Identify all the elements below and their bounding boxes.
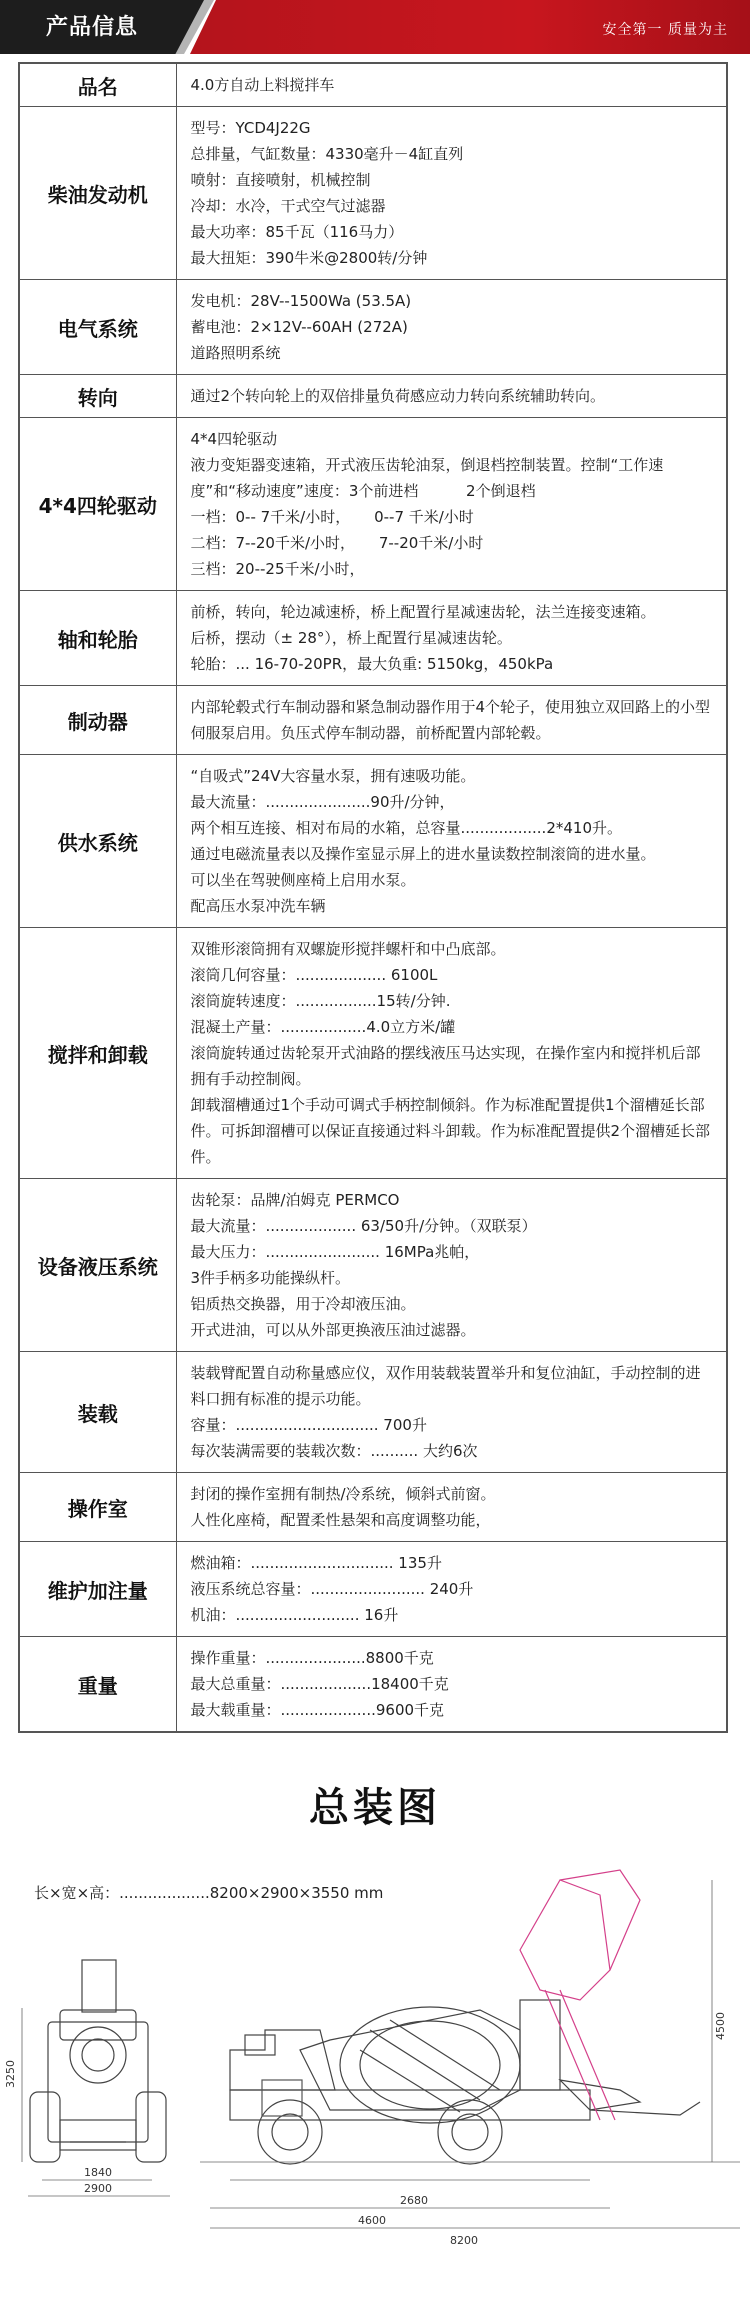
spec-line: 每次装满需要的装载次数：.......... 大约6次 bbox=[190, 1442, 478, 1460]
dim-total-length: 8200 bbox=[450, 2234, 478, 2247]
dim-wheelbase: 2680 bbox=[400, 2194, 428, 2207]
spec-line: 冷却：水冷，干式空气过滤器 bbox=[190, 197, 386, 215]
overall-dimensions: 长×宽×高：...................8200×2900×3550 mm bbox=[34, 1884, 384, 1902]
spec-row bbox=[19, 63, 727, 107]
spec-line: 4.0方自动上料搅拌车 bbox=[190, 76, 335, 94]
spec-line: 前桥，转向，轮边减速桥，桥上配置行星减速齿轮，法兰连接变速箱。 bbox=[190, 603, 656, 621]
spec-line: 轮胎：... 16-70-20PR，最大负重: 5150kg，450kPa bbox=[190, 655, 554, 673]
spec-line: 3件手柄多功能操纵杆。 bbox=[190, 1269, 351, 1287]
spec-label: 设备液压系统 bbox=[19, 1179, 176, 1352]
spec-row bbox=[19, 418, 727, 591]
spec-line: “自吸式”24V大容量水泵，拥有速吸功能。 bbox=[190, 767, 476, 785]
assembly-title: 总装图 bbox=[309, 1785, 441, 1831]
spec-line: 齿轮泵：品牌/泊姆克 PERMCO bbox=[190, 1191, 400, 1209]
assembly-drawing bbox=[0, 1840, 750, 2300]
spec-line: 液力变矩器变速箱，开式液压齿轮油泵，倒退档控制装置。控制“工作速度”和“移动速度”速度：3个前进档 2个倒退档 bbox=[190, 456, 664, 500]
spec-content bbox=[176, 1542, 727, 1637]
spec-line: 开式进油，可以从外部更换液压油过滤器。 bbox=[190, 1321, 476, 1339]
spec-line: 机油：.......................... 16升 bbox=[190, 1606, 399, 1624]
spec-row bbox=[19, 1473, 727, 1542]
spec-label: 搅拌和卸载 bbox=[19, 928, 176, 1179]
spec-line: 滚筒旋转通过齿轮泵开式油路的摆线液压马达实现，在操作室内和搅拌机后部拥有手动控制阀。 bbox=[190, 1044, 701, 1088]
spec-line: 通过电磁流量表以及操作室显示屏上的进水量读数控制滚筒的进水量。 bbox=[190, 845, 656, 863]
front-view bbox=[30, 1960, 166, 2162]
dim-axle-length: 4600 bbox=[358, 2214, 386, 2227]
spec-line: 发电机：28V--1500Wa (53.5A) bbox=[190, 292, 412, 310]
header-title: 产品信息 bbox=[46, 15, 139, 40]
spec-label: 重量 bbox=[19, 1637, 176, 1733]
spec-line: 型号：YCD4J22G bbox=[190, 119, 311, 137]
spec-label: 转向 bbox=[19, 375, 176, 418]
spec-label: 柴油发动机 bbox=[19, 107, 176, 280]
spec-line: 总排量，气缸数量：4330毫升－4缸直列 bbox=[190, 145, 464, 163]
dim-total-height: 4500 bbox=[714, 2012, 727, 2040]
spec-content bbox=[176, 418, 727, 591]
spec-line: 4*4四轮驱动 bbox=[190, 430, 278, 448]
spec-line: 装载臂配置自动称量感应仪，双作用装载装置举升和复位油缸，手动控制的进料口拥有标准的提示功能。 bbox=[190, 1364, 701, 1408]
spec-row bbox=[19, 375, 727, 418]
spec-label: 4*4四轮驱动 bbox=[19, 418, 176, 591]
loading-arm-outline bbox=[520, 1870, 640, 2120]
spec-content bbox=[176, 1637, 727, 1733]
spec-row bbox=[19, 928, 727, 1179]
spec-content bbox=[176, 755, 727, 928]
spec-line: 二档：7--20千米/小时， 7--20千米/小时 bbox=[190, 534, 484, 552]
mixer-truck-drawing bbox=[0, 1840, 750, 2300]
spec-line: 燃油箱：.............................. 135升 bbox=[190, 1554, 442, 1572]
spec-line: 喷射：直接喷射，机械控制 bbox=[190, 171, 371, 189]
spec-row bbox=[19, 755, 727, 928]
section-header bbox=[0, 0, 750, 54]
spec-content bbox=[176, 591, 727, 686]
spec-label: 制动器 bbox=[19, 686, 176, 755]
spec-line: 可以坐在驾驶侧座椅上启用水泵。 bbox=[190, 871, 416, 889]
dim-track-width: 1840 bbox=[84, 2166, 112, 2179]
header-slogan: 安全第一 质量为主 bbox=[602, 22, 728, 38]
spec-content bbox=[176, 375, 727, 418]
dim-total-width: 2900 bbox=[84, 2182, 112, 2195]
spec-line: 卸载溜槽通过1个手动可调式手柄控制倾斜。作为标准配置提供1个溜槽延长部件。可拆卸溜槽可以保证直接通过料斗卸载。作为标准配置提供2个溜槽延长部件。 bbox=[190, 1096, 711, 1166]
dim-front-height: 3250 bbox=[4, 2060, 17, 2088]
spec-line: 滚筒旋转速度：.................15转/分钟. bbox=[190, 992, 451, 1010]
spec-line: 一档：0-- 7千米/小时， 0--7 千米/小时 bbox=[190, 508, 474, 526]
spec-line: 铝质热交换器，用于冷却液压油。 bbox=[190, 1295, 416, 1313]
spec-label: 操作室 bbox=[19, 1473, 176, 1542]
spec-row bbox=[19, 591, 727, 686]
spec-line: 最大扭矩：390牛米@2800转/分钟 bbox=[190, 249, 428, 267]
spec-line: 混凝土产量：..................4.0立方米/罐 bbox=[190, 1018, 456, 1036]
spec-line: 道路照明系统 bbox=[190, 344, 281, 362]
spec-line: 最大流量：................... 63/50升/分钟。（双联泵） bbox=[190, 1217, 537, 1235]
spec-content bbox=[176, 1179, 727, 1352]
spec-content bbox=[176, 1473, 727, 1542]
spec-line: 液压系统总容量：........................ 240升 bbox=[190, 1580, 474, 1598]
spec-content bbox=[176, 928, 727, 1179]
spec-row bbox=[19, 1637, 727, 1733]
spec-line: 三档：20--25千米/小时， bbox=[190, 560, 365, 578]
spec-label: 供水系统 bbox=[19, 755, 176, 928]
spec-label: 维护加注量 bbox=[19, 1542, 176, 1637]
spec-line: 封闭的操作室拥有制热/冷系统，倾斜式前窗。 bbox=[190, 1485, 496, 1503]
spec-label: 电气系统 bbox=[19, 280, 176, 375]
spec-content bbox=[176, 63, 727, 107]
spec-label: 装载 bbox=[19, 1352, 176, 1473]
spec-line: 通过2个转向轮上的双倍排量负荷感应动力转向系统辅助转向。 bbox=[190, 387, 606, 405]
spec-row bbox=[19, 280, 727, 375]
spec-row bbox=[19, 1542, 727, 1637]
spec-table bbox=[18, 62, 728, 1733]
spec-row bbox=[19, 107, 727, 280]
spec-content bbox=[176, 107, 727, 280]
spec-content bbox=[176, 1352, 727, 1473]
spec-line: 后桥，摆动（± 28°），桥上配置行星减速齿轮。 bbox=[190, 629, 512, 647]
spec-line: 两个相互连接、相对布局的水箱，总容量..................2*410升。 bbox=[190, 819, 623, 837]
spec-row bbox=[19, 1352, 727, 1473]
spec-line: 最大压力：........................ 16MPa兆帕， bbox=[190, 1243, 480, 1261]
spec-line: 容量：.............................. 700升 bbox=[190, 1416, 427, 1434]
spec-line: 操作重量：.....................8800千克 bbox=[190, 1649, 434, 1667]
spec-line: 蓄电池：2×12V--60AH (272A) bbox=[190, 318, 408, 336]
spec-line: 滚筒几何容量：................... 6100L bbox=[190, 966, 438, 984]
spec-label: 品名 bbox=[19, 63, 176, 107]
spec-content bbox=[176, 280, 727, 375]
spec-content bbox=[176, 686, 727, 755]
spec-line: 人性化座椅，配置柔性悬架和高度调整功能， bbox=[190, 1511, 491, 1529]
spec-line: 配高压水泵冲洗车辆 bbox=[190, 897, 326, 915]
spec-label: 轴和轮胎 bbox=[19, 591, 176, 686]
spec-row bbox=[19, 1179, 727, 1352]
side-view bbox=[230, 2000, 700, 2164]
spec-line: 最大流量：......................90升/分钟， bbox=[190, 793, 455, 811]
spec-line: 双锥形滚筒拥有双螺旋形搅拌螺杆和中凸底部。 bbox=[190, 940, 506, 958]
spec-line: 最大总重量：...................18400千克 bbox=[190, 1675, 449, 1693]
spec-line: 最大功率：85千瓦（116马力） bbox=[190, 223, 404, 241]
spec-line: 最大载重量：....................9600千克 bbox=[190, 1701, 445, 1719]
spec-row bbox=[19, 686, 727, 755]
spec-line: 内部轮毂式行车制动器和紧急制动器作用于4个轮子，使用独立双回路上的小型伺服泵启用。负压式停车制动器，前桥配置内部轮毂。 bbox=[190, 698, 711, 742]
